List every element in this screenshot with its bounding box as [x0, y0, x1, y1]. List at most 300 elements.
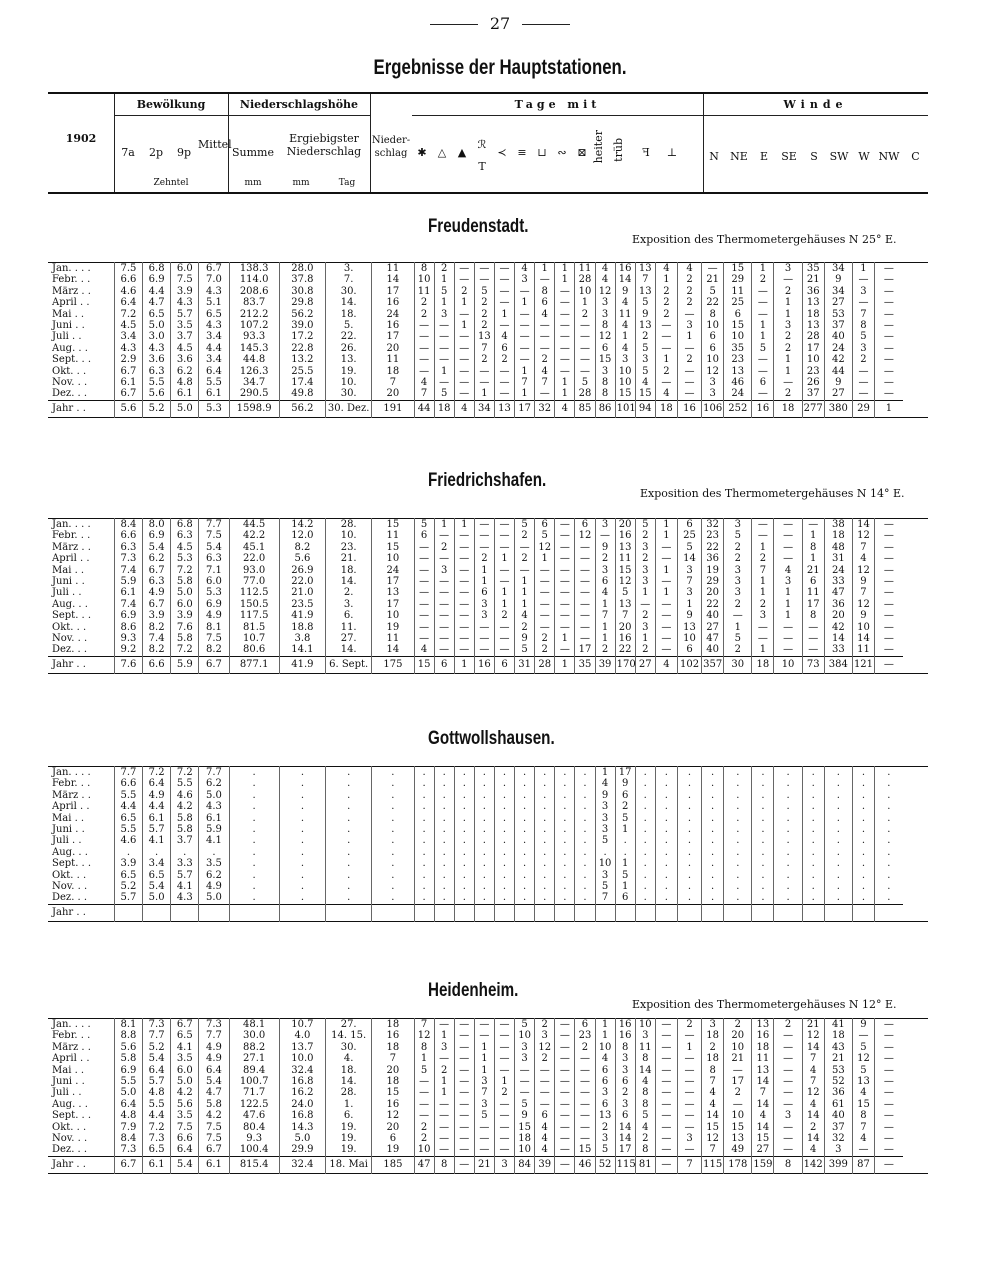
table-cell: —: [575, 1110, 595, 1121]
table-cell: —: [655, 610, 677, 621]
table-cell: 18.: [326, 309, 372, 320]
table-cell: 11: [724, 286, 752, 297]
table-cell: 1: [434, 297, 454, 308]
table-cell: —: [414, 610, 434, 621]
table-cell: —: [414, 1087, 434, 1098]
table-cell: 7: [595, 610, 615, 621]
table-cell: 3: [774, 263, 802, 275]
col-9p: 9p: [176, 146, 192, 159]
table-cell: 8: [535, 286, 555, 297]
table-cell: 7.2: [143, 767, 171, 779]
table-cell: 1: [474, 576, 494, 587]
table-cell: .: [414, 858, 434, 869]
table-cell: 12: [702, 366, 724, 377]
table-cell: .: [702, 824, 724, 835]
table-cell: 52: [824, 1076, 852, 1087]
table-cell: .: [114, 847, 142, 858]
table-cell: 12: [535, 1042, 555, 1053]
table-cell: 7.5: [199, 633, 229, 644]
table-cell: 6.5: [199, 309, 229, 320]
table-cell: 4: [802, 1099, 824, 1110]
table-cell: —: [515, 331, 535, 342]
table-cell: 6.4: [199, 1065, 229, 1076]
station-table-freudenstadt: [48, 262, 928, 418]
table-cell: 11: [635, 1042, 655, 1053]
table-cell: —: [752, 309, 774, 320]
table-cell: 5.0: [114, 1087, 142, 1098]
table-cell: —: [494, 388, 514, 400]
table-cell: 30: [724, 656, 752, 673]
table-cell: —: [434, 354, 454, 365]
table-cell: 2: [655, 297, 677, 308]
row-label: Jan. . . .: [52, 767, 91, 778]
table-cell: 5: [474, 1110, 494, 1121]
table-cell: —: [752, 388, 774, 400]
table-cell: .: [515, 801, 535, 812]
table-cell: 7: [802, 1076, 824, 1087]
table-cell: 1: [494, 309, 514, 320]
row-label: Juli . .: [52, 587, 82, 599]
table-cell: [702, 904, 724, 921]
table-cell: 14: [752, 1076, 774, 1087]
table-cell: .: [724, 767, 752, 779]
table-cell: .: [474, 767, 494, 779]
table-cell: .: [454, 858, 474, 869]
table-cell: —: [414, 633, 434, 644]
table-cell: .: [535, 813, 555, 824]
table-cell: 6.6: [114, 274, 142, 285]
table-cell: —: [414, 1110, 434, 1121]
table-cell: 12.0: [279, 530, 325, 541]
table-cell: .: [555, 801, 575, 812]
table-cell: .: [515, 824, 535, 835]
table-cell: 5: [702, 286, 724, 297]
table-cell: 84: [515, 1156, 535, 1173]
table-cell: 2: [852, 354, 874, 365]
table-cell: 5: [515, 1099, 535, 1110]
table-cell: 2: [535, 633, 555, 644]
table-cell: 5: [595, 1144, 615, 1156]
table-cell: —: [454, 542, 474, 553]
col-mittel: Mittel: [198, 138, 232, 151]
table-cell: .: [677, 813, 701, 824]
table-cell: 2: [515, 622, 535, 633]
table-cell: —: [414, 599, 434, 610]
table-cell: 6.7: [114, 388, 142, 400]
table-cell: —: [434, 610, 454, 621]
table-cell: 3.9: [114, 858, 142, 869]
table-cell: 6.2: [171, 366, 199, 377]
table-cell: 83.7: [229, 297, 279, 308]
table-cell: 7: [595, 892, 615, 904]
table-cell: 48: [824, 542, 852, 553]
table-cell: —: [535, 622, 555, 633]
table-cell: [774, 904, 802, 921]
table-cell: 13: [752, 1065, 774, 1076]
table-cell: —: [555, 622, 575, 633]
table-cell: —: [474, 519, 494, 531]
table-cell: 34: [824, 263, 852, 275]
table-cell: 11.: [326, 622, 372, 633]
table-cell: .: [824, 858, 852, 869]
table-cell: —: [555, 542, 575, 553]
table-cell: 10: [852, 622, 874, 633]
table-cell: 24.0: [279, 1099, 325, 1110]
table-cell: 12: [535, 542, 555, 553]
table-cell: .: [575, 835, 595, 846]
table-cell: 36: [824, 599, 852, 610]
table-cell: 7.5: [199, 530, 229, 541]
table-cell: .: [724, 835, 752, 846]
table-cell: —: [434, 644, 454, 656]
table-cell: 6.2: [199, 778, 229, 789]
table-cell: 6.4: [114, 297, 142, 308]
table-cell: 2: [774, 388, 802, 400]
table-cell: —: [555, 1053, 575, 1064]
table-cell: —: [774, 1065, 802, 1076]
table-cell: 3: [515, 1042, 535, 1053]
table-cell: —: [875, 366, 903, 377]
table-cell: —: [655, 542, 677, 553]
table-cell: 2: [677, 1019, 701, 1031]
table-cell: 3.: [326, 599, 372, 610]
table-cell: 5: [595, 881, 615, 892]
table-cell: 3: [595, 366, 615, 377]
table-cell: 5.9: [199, 824, 229, 835]
table-cell: .: [635, 824, 655, 835]
table-cell: 8: [852, 320, 874, 331]
table-cell: 4.4: [143, 801, 171, 812]
table-cell: 1: [635, 587, 655, 598]
row-label: Jan. . . .: [52, 1019, 91, 1030]
table-cell: 3: [515, 274, 535, 285]
table-cell: —: [655, 343, 677, 354]
table-cell: .: [555, 778, 575, 789]
row-label: Febr. . .: [52, 274, 91, 286]
table-cell: .: [414, 824, 434, 835]
table-cell: 3: [635, 622, 655, 633]
table-cell: .: [454, 835, 474, 846]
table-cell: 7.5: [199, 1122, 229, 1133]
table-cell: .: [655, 824, 677, 835]
table-cell: 1: [555, 388, 575, 400]
table-cell: 6.3: [143, 576, 171, 587]
table-cell: —: [555, 519, 575, 531]
table-cell: .: [702, 870, 724, 881]
table-cell: 81.5: [229, 622, 279, 633]
table-cell: 5.4: [199, 542, 229, 553]
table-cell: —: [575, 1053, 595, 1064]
table-cell: 15: [372, 1087, 414, 1098]
table-cell: 22: [615, 644, 635, 656]
table-cell: 29.8: [279, 297, 325, 308]
table-cell: 73: [802, 656, 824, 673]
table-cell: —: [434, 622, 454, 633]
table-cell: .: [575, 892, 595, 904]
rime-icon: ∾: [557, 146, 567, 159]
table-cell: —: [414, 1076, 434, 1087]
table-cell: 3.5: [171, 1110, 199, 1121]
table-cell: 2: [724, 644, 752, 656]
table-cell: 20: [372, 1122, 414, 1133]
table-row: [48, 354, 928, 365]
table-cell: 17: [615, 767, 635, 779]
table-cell: 80.4: [229, 1122, 279, 1133]
table-cell: 5: [635, 1110, 655, 1121]
column-header: [48, 92, 928, 194]
table-cell: .: [326, 881, 372, 892]
table-cell: 8.8: [114, 1030, 142, 1041]
table-cell: 4: [414, 644, 434, 656]
table-cell: —: [535, 610, 555, 621]
table-cell: 89.4: [229, 1065, 279, 1076]
table-cell: 122.5: [229, 1099, 279, 1110]
table-cell: .: [229, 801, 279, 812]
table-cell: —: [802, 519, 824, 531]
table-cell: —: [454, 1053, 474, 1064]
table-cell: 1: [852, 263, 874, 275]
table-row: [48, 519, 928, 531]
table-cell: .: [535, 778, 555, 789]
table-cell: .: [824, 892, 852, 904]
table-cell: 22.0: [279, 576, 325, 587]
unit-mm-1: mm: [244, 178, 262, 188]
table-cell: 4: [535, 1122, 555, 1133]
table-cell: 9.3: [114, 633, 142, 644]
table-cell: 44: [824, 366, 852, 377]
table-cell: 4.9: [199, 1053, 229, 1064]
table-cell: —: [555, 1156, 575, 1173]
table-cell: 16: [372, 1099, 414, 1110]
table-cell: 4: [595, 263, 615, 275]
table-cell: 6: [494, 343, 514, 354]
table-cell: 6.4: [114, 1099, 142, 1110]
table-cell: —: [852, 1144, 874, 1156]
table-cell: .: [802, 778, 824, 789]
table-cell: 37: [824, 320, 852, 331]
table-cell: 14: [752, 1122, 774, 1133]
table-cell: .: [635, 892, 655, 904]
row-label: April . .: [52, 297, 90, 309]
row-label: Juni . .: [52, 824, 85, 836]
table-cell: [595, 904, 615, 921]
table-cell: 28: [575, 274, 595, 285]
table-cell: —: [875, 1042, 903, 1053]
table-cell: 10: [702, 354, 724, 365]
table-cell: 8: [802, 542, 824, 553]
table-cell: 8: [802, 610, 824, 621]
table-cell: .: [752, 847, 774, 858]
table-cell: 13: [494, 400, 514, 417]
table-cell: 7.5: [199, 1133, 229, 1144]
table-cell: 3.7: [171, 331, 199, 342]
table-cell: 6.: [326, 610, 372, 621]
table-cell: 16: [474, 656, 494, 673]
table-cell: .: [875, 835, 903, 846]
table-cell: —: [454, 1156, 474, 1173]
table-cell: —: [555, 309, 575, 320]
table-cell: 10: [414, 1144, 434, 1156]
table-cell: [724, 904, 752, 921]
table-cell: .: [824, 778, 852, 789]
table-cell: 3: [615, 1099, 635, 1110]
table-cell: 13: [635, 263, 655, 275]
table-cell: 3: [474, 599, 494, 610]
table-cell: 11: [372, 530, 414, 541]
table-cell: 12: [595, 286, 615, 297]
table-cell: .: [372, 767, 414, 779]
summe-label: Summe: [232, 146, 274, 159]
table-cell: 4: [635, 1076, 655, 1087]
table-cell: .: [372, 790, 414, 801]
table-cell: .: [724, 801, 752, 812]
table-cell: 14: [852, 633, 874, 644]
table-cell: 16: [752, 1030, 774, 1041]
table-cell: .: [515, 847, 535, 858]
table-cell: .: [474, 858, 494, 869]
table-cell: 19.: [326, 1133, 372, 1144]
table-cell: [199, 904, 229, 921]
table-cell: —: [434, 1133, 454, 1144]
table-cell: 4: [655, 263, 677, 275]
table-cell: —: [774, 622, 802, 633]
table-cell: .: [852, 767, 874, 779]
table-cell: 6.6: [114, 530, 142, 541]
table-cell: 4.9: [143, 790, 171, 801]
table-cell: —: [875, 1065, 903, 1076]
table-cell: 25: [677, 530, 701, 541]
table-cell: 9: [677, 610, 701, 621]
table-cell: 13: [615, 542, 635, 553]
table-row: [48, 286, 928, 297]
table-cell: .: [555, 892, 575, 904]
table-cell: 5.3: [171, 553, 199, 564]
table-cell: 5.9: [171, 656, 199, 673]
table-cell: .: [875, 858, 903, 869]
table-cell: 3.4: [114, 331, 142, 342]
table-cell: .: [677, 801, 701, 812]
table-row: [48, 767, 928, 779]
table-cell: 6.5: [143, 870, 171, 881]
table-cell: 5.8: [171, 633, 199, 644]
table-cell: .: [414, 790, 434, 801]
table-cell: —: [752, 354, 774, 365]
table-cell: .: [229, 847, 279, 858]
table-cell: —: [555, 587, 575, 598]
table-cell: .: [229, 778, 279, 789]
table-cell: .: [875, 801, 903, 812]
table-cell: 18: [824, 530, 852, 541]
table-cell: .: [326, 870, 372, 881]
table-cell: 3: [474, 610, 494, 621]
table-cell: .: [474, 847, 494, 858]
table-cell: 6.5: [114, 813, 142, 824]
table-cell: —: [494, 377, 514, 388]
table-cell: .: [752, 870, 774, 881]
table-cell: —: [555, 644, 575, 656]
row-label: Okt. . .: [52, 365, 87, 377]
table-cell: .: [852, 858, 874, 869]
table-cell: 11: [752, 1053, 774, 1064]
table-cell: 6: [702, 343, 724, 354]
table-cell: 3.7: [171, 835, 199, 846]
table-cell: 6.3: [199, 553, 229, 564]
table-cell: —: [875, 1019, 903, 1031]
table-cell: —: [774, 1053, 802, 1064]
table-cell: —: [752, 297, 774, 308]
table-cell: 5: [515, 519, 535, 531]
table-cell: 20: [372, 1065, 414, 1076]
table-cell: —: [655, 633, 677, 644]
table-cell: —: [875, 610, 903, 621]
table-cell: [454, 904, 474, 921]
table-row: [48, 870, 928, 881]
table-cell: 1: [655, 587, 677, 598]
table-cell: 7.4: [143, 633, 171, 644]
table-cell: .: [229, 858, 279, 869]
table-cell: 7.2: [114, 309, 142, 320]
table-cell: .: [635, 778, 655, 789]
table-cell: 6.7: [143, 599, 171, 610]
table-cell: .: [615, 835, 635, 846]
table-cell: 13: [802, 297, 824, 308]
table-cell: 7.0: [199, 274, 229, 285]
table-cell: .: [655, 835, 677, 846]
table-cell: 12: [372, 1110, 414, 1121]
table-cell: 5.1: [199, 297, 229, 308]
table-cell: 10.7: [279, 1019, 325, 1031]
table-cell: 18.: [326, 1065, 372, 1076]
table-cell: 7.2: [171, 565, 199, 576]
table-cell: 6: [414, 530, 434, 541]
table-cell: 30.8: [279, 286, 325, 297]
table-cell: .: [229, 790, 279, 801]
table-cell: .: [454, 801, 474, 812]
table-cell: .: [279, 813, 325, 824]
table-cell: 27: [702, 622, 724, 633]
table-cell: 1: [575, 297, 595, 308]
row-label: Mai . .: [52, 1064, 85, 1076]
table-cell: 15: [615, 388, 635, 400]
wind-e: E: [759, 150, 769, 163]
table-cell: —: [494, 633, 514, 644]
table-cell: 85: [575, 400, 595, 417]
table-cell: .: [875, 870, 903, 881]
table-cell: .: [229, 767, 279, 779]
table-cell: 277: [802, 400, 824, 417]
table-row: [48, 881, 928, 892]
table-cell: .: [575, 790, 595, 801]
table-cell: 4: [635, 377, 655, 388]
table-cell: 22.: [326, 331, 372, 342]
table-cell: 2.: [326, 587, 372, 598]
table-cell: .: [515, 790, 535, 801]
table-cell: 5: [434, 388, 454, 400]
table-cell: 14.: [326, 576, 372, 587]
table-cell: 2: [535, 644, 555, 656]
table-cell: .: [824, 824, 852, 835]
table-row: [48, 565, 928, 576]
station-title-gottwollshausen: Gottwollshausen.: [428, 728, 555, 749]
table-cell: .: [635, 767, 655, 779]
table-cell: 20: [372, 343, 414, 354]
year-label: 1902: [65, 132, 97, 145]
table-cell: .: [774, 847, 802, 858]
table-cell: 94: [635, 400, 655, 417]
table-cell: 8: [595, 388, 615, 400]
table-cell: 18. Mai: [326, 1156, 372, 1173]
table-cell: 4: [535, 1133, 555, 1144]
